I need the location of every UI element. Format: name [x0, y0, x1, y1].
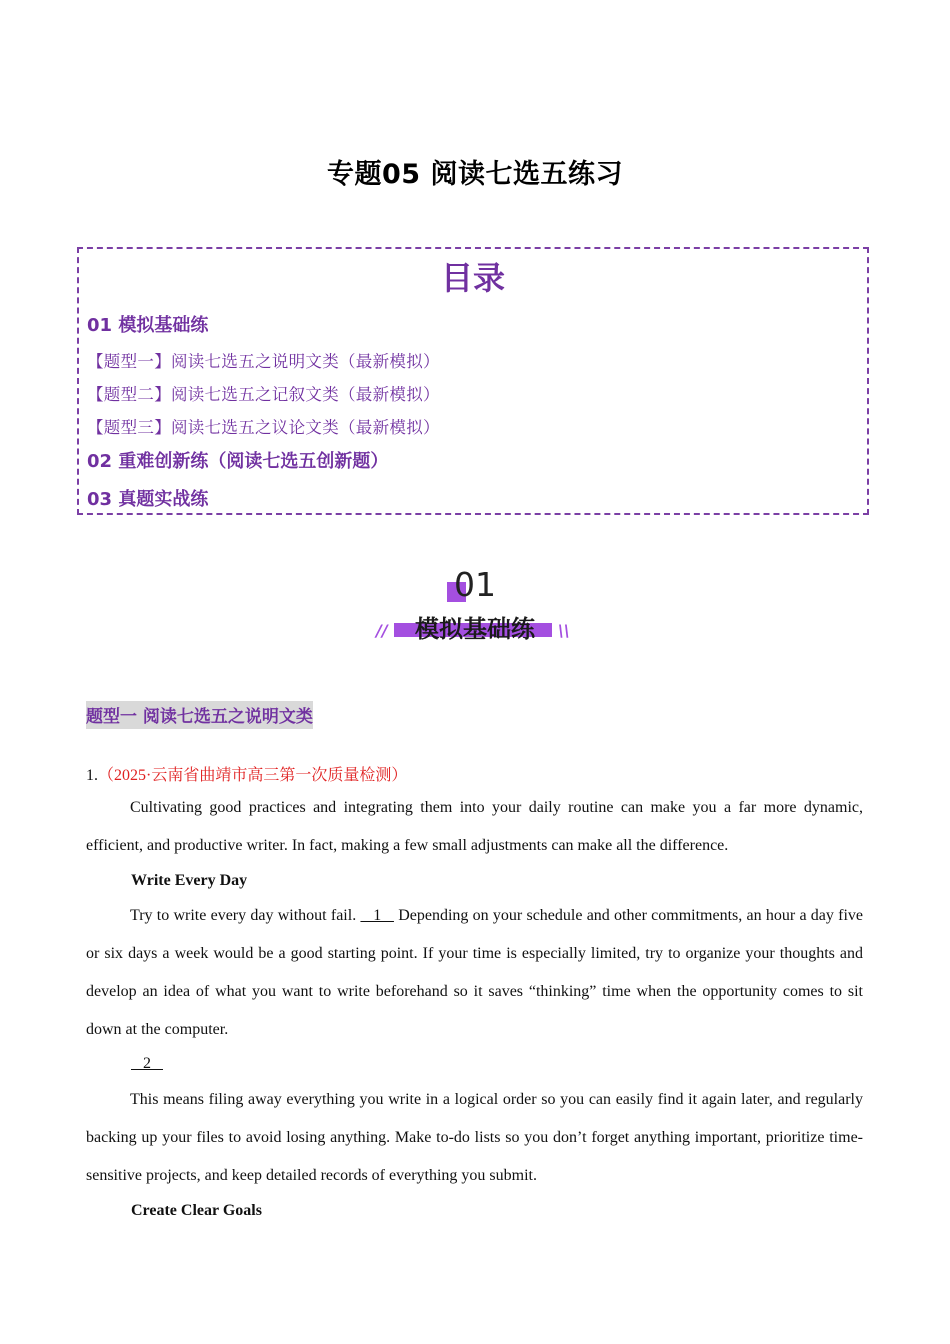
- toc-item-real-exam[interactable]: 03 真题实战练: [87, 489, 209, 510]
- paragraph-text-before-blank: Try to write every day without fail.: [130, 907, 361, 924]
- heading-write-every-day: Write Every Day: [131, 872, 248, 889]
- question-source: （2025·云南省曲靖市高三第一次质量检测）: [98, 767, 408, 784]
- toc-item-type-one[interactable]: 【题型一】阅读七选五之说明文类（最新模拟）: [87, 352, 440, 371]
- paragraph-text-after-blank: Depending on your schedule and other commitments, an hour a day five or six days a week would be a good starting point. If your time is especially limited, try to organize your thoughts and develop an idea of what you want to write beforehand so it saves “thinking” time when the opportunity comes to sit down at the computer.: [86, 907, 864, 1038]
- toc-item-innovation[interactable]: 02 重难创新练（阅读七选五创新题）: [87, 451, 389, 472]
- toc-item-type-two[interactable]: 【题型二】阅读七选五之记叙文类（最新模拟）: [87, 385, 440, 404]
- toc-item-type-three[interactable]: 【题型三】阅读七选五之议论文类（最新模拟）: [87, 418, 440, 437]
- blank-1[interactable]: 1: [360, 907, 394, 924]
- paragraph-intro: Cultivating good practices and integrating them into your daily routine can make you a far more dynamic, efficient, and productive writer. In fact, making a few small adjustments can make all the difference.: [86, 799, 863, 854]
- paragraph-organize: This means filing away everything you write in a logical order so you can easily find it again later, and regularly backing up your files to avoid losing anything. Make to-do lists so you don’t forget anything important, prioritize time-sensitive projects, and keep detailed records of everything you submit.: [86, 1091, 863, 1184]
- blank-2-line: [131, 1055, 163, 1073]
- page-title: 专题05 阅读七选五练习: [327, 159, 623, 190]
- question-number: 1.: [86, 767, 98, 784]
- blank-2[interactable]: 2: [131, 1055, 163, 1072]
- right-slash-decoration: \\: [558, 621, 570, 640]
- paragraph-write-every-day: [86, 897, 863, 1049]
- question-header: [86, 762, 407, 785]
- section-number: 01: [454, 565, 496, 604]
- toc-item-simulation-basics[interactable]: 01 模拟基础练: [87, 315, 209, 336]
- toc-heading: 目录: [440, 259, 505, 297]
- heading-create-clear-goals: Create Clear Goals: [131, 1202, 262, 1219]
- table-of-contents: [77, 247, 869, 515]
- section-badge: [370, 565, 580, 645]
- section-label: 模拟基础练: [415, 615, 535, 643]
- left-slash-decoration: //: [376, 621, 388, 640]
- subsection-heading: 题型一 阅读七选五之说明文类: [86, 701, 313, 729]
